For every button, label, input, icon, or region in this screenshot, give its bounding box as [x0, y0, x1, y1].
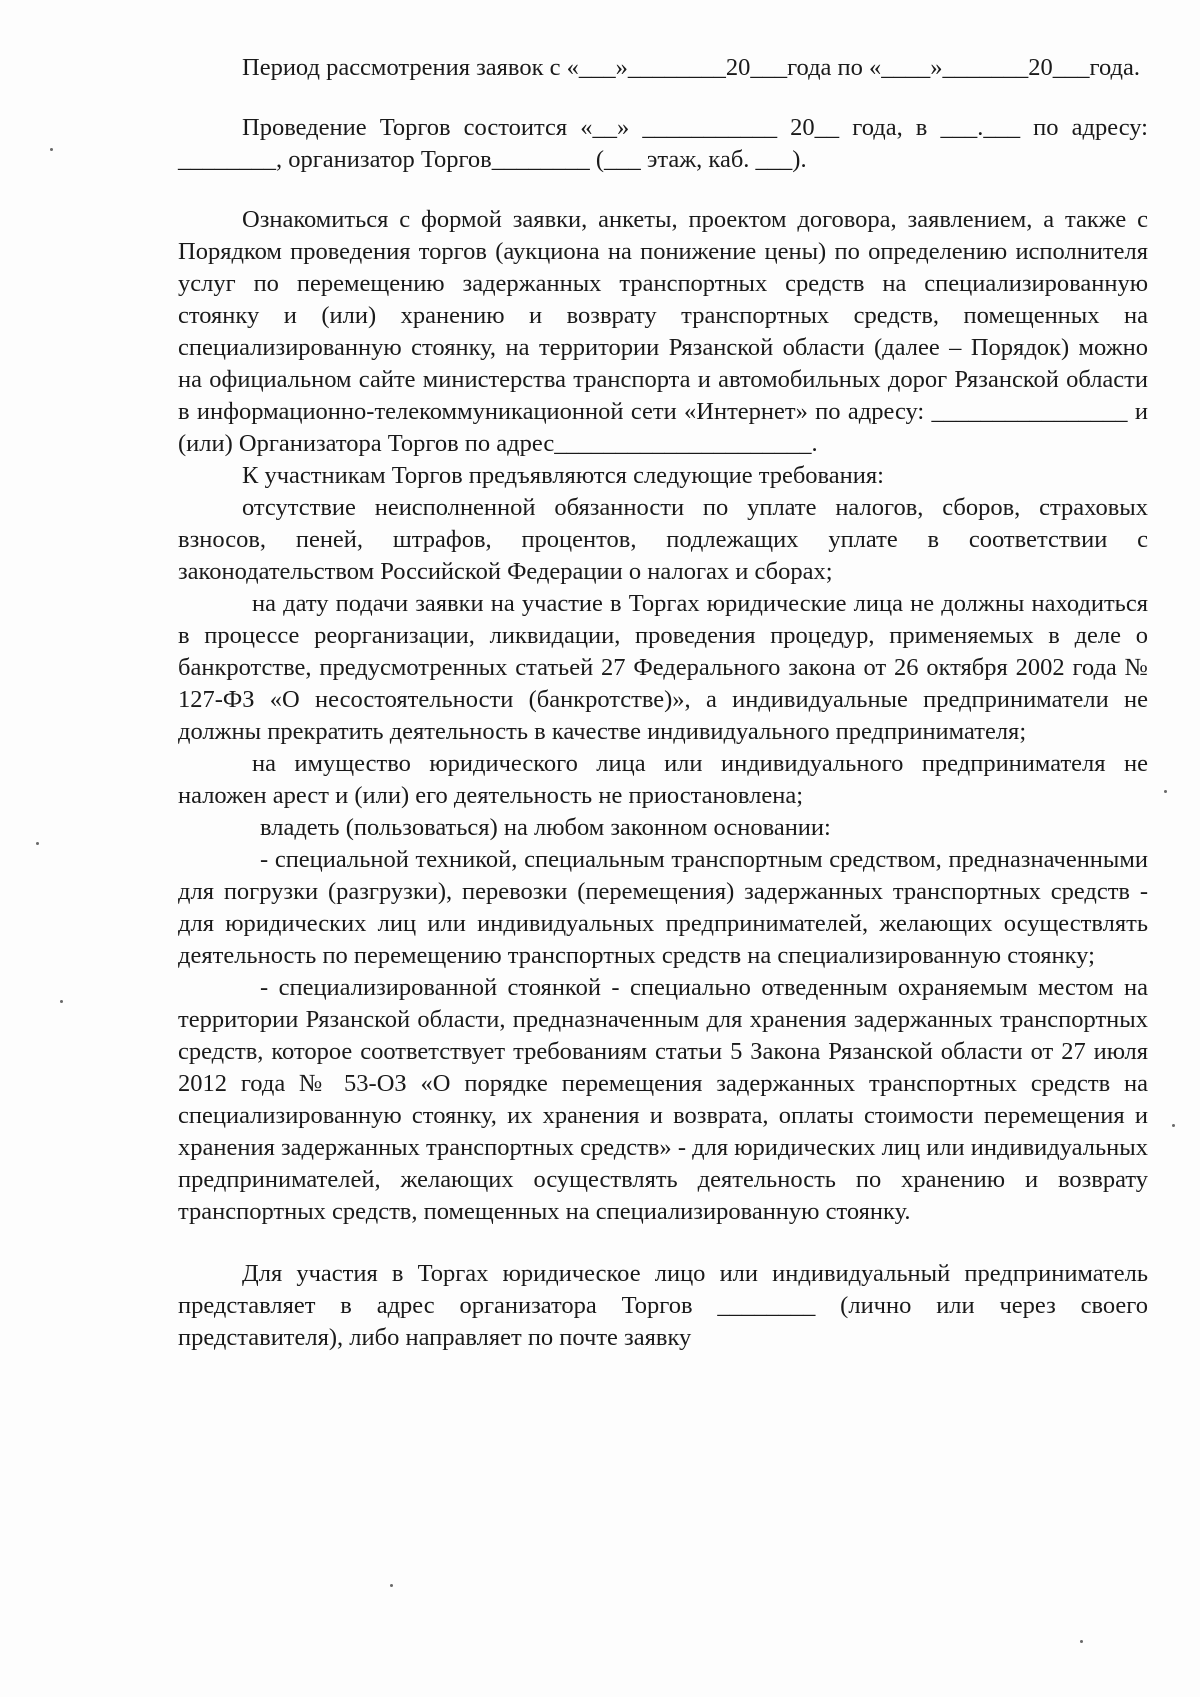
scan-speck — [60, 1000, 63, 1003]
requirement-parking-lot: - специализированной стоянкой - специально отведенным охраняемым местом на территории Рязанской области, предназначенным для хранения задержанных транспортных средств, которое соответствует требованиям статьи 5 Закона Рязанской области от 27 июля 2012 года № 53-ОЗ «О порядке перемещения задержанных транспортных средств на специализированную стоянку, их хранения и возврата, оплаты стоимости перемещения и хранения задержанных транспортных средств» - для юридических лиц или индивидуальных предпринимателей, желающих осуществлять деятельность по хранению и возврату транспортных средств, помещенных на специализированную стоянку. — [178, 974, 1148, 1225]
requirement-special-equipment: - специальной техникой, специальным транспортным средством, предназначенными для погрузки (разгрузки), перевозки (перемещения) задержанных транспортных средств - для юридических лиц или индивидуальных предпринимателей, желающих осуществлять деятельность по перемещению транспортных средств на специализированную стоянку; — [178, 846, 1148, 969]
requirement-ownership-intro: владеть (пользоваться) на любом законном основании: — [260, 814, 831, 841]
requirement-no-arrest: на имущество юридического лица или индивидуального предпринимателя не наложен арест и (или) его деятельность не приостановлена; — [178, 750, 1148, 809]
requirements-heading: К участникам Торгов предъявляются следующие требования: — [242, 462, 884, 489]
participation-paragraph: Для участия в Торгах юридическое лицо или индивидуальный предприниматель представляет в адрес организатора Торгов ________ (лично или через своего представителя), либо направляет по почте заявку — [178, 1260, 1148, 1351]
requirement-no-reorganization: на дату подачи заявки на участие в Торгах юридические лица не должны находиться в процессе реорганизации, ликвидации, проведения процедур, применяемых в деле о банкротстве, предусмотренных статьей 27 Федерального закона от 26 октября 2002 года № 127-ФЗ «О несостоятельности (банкротстве)», а индивидуальные предприниматели не должны прекратить деятельность в качестве индивидуального предпринимателя; — [178, 590, 1148, 745]
scan-speck — [1172, 1124, 1175, 1127]
review-period-paragraph: Период рассмотрения заявок с «___»________20___года по «____»_______20___года. — [242, 54, 1140, 81]
auction-date-paragraph: Проведение Торгов состоится «__» ___________ 20__ года, в ___.___ по адресу: ________, организатор Торгов________ (___ этаж, каб. ___). — [178, 114, 1148, 173]
scan-speck — [1164, 790, 1167, 793]
document-body — [178, 52, 1148, 1354]
scan-speck — [1080, 1640, 1083, 1643]
requirement-no-tax-debt: отсутствие неисполненной обязанности по уплате налогов, сборов, страховых взносов, пеней, штрафов, процентов, подлежащих уплате в соответствии с законодательством Российской Федерации о налогах и сборах; — [178, 494, 1148, 585]
scan-speck — [390, 1584, 393, 1587]
scan-speck — [36, 842, 39, 845]
documentation-access-paragraph: Ознакомиться с формой заявки, анкеты, проектом договора, заявлением, а также с Порядком проведения торгов (аукциона на понижение цены) по определению исполнителя услуг по перемещению задержанных транспортных средств на специализированную стоянку и (или) хранению и возврату транспортных средств, помещенных на специализированную стоянку, на территории Рязанской области (далее – Порядок) можно на официальном сайте министерства транспорта и автомобильных дорог Рязанской области в информационно-телекоммуникационной сети «Интернет» по адресу: ________________ и (или) Организатора Торгов по адрес_____________________. — [178, 206, 1148, 457]
scan-speck — [50, 148, 53, 151]
